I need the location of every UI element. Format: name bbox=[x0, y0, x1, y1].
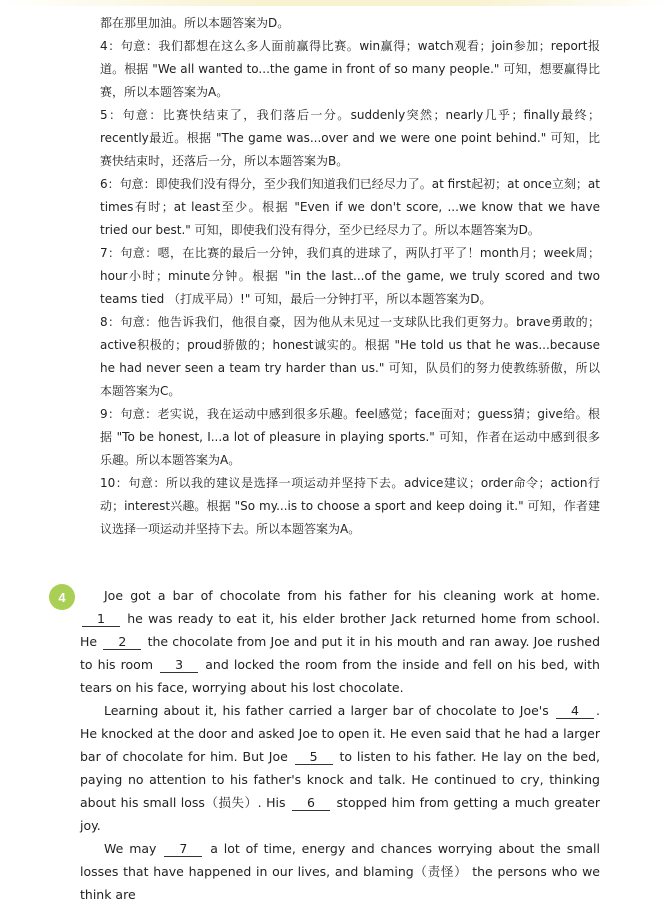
analysis-item-9: 9：句意：老实说，我在运动中感到很多乐趣。feel感觉；face面对；guess猜；give给。根据 "To be honest, I...a lot of pleasure in playing sports." 可知，作者在运动中感到很多乐趣。所以本题答案为A。 bbox=[100, 407, 600, 467]
top-decorative-band bbox=[0, 0, 670, 6]
passage-text: the chocolate from Joe and put it in his mouth and ran away. Joe rushed to his room bbox=[80, 634, 601, 672]
question-number-badge: 4 bbox=[49, 584, 75, 610]
passage-text: he was ready to eat it, his elder brother Jack returned home from school. He bbox=[80, 611, 600, 649]
blank-1: 1 bbox=[82, 612, 120, 627]
passage-text: Joe got a bar of chocolate from his father for his cleaning work at home. bbox=[104, 588, 600, 603]
passage-text: to listen to his father. He lay on the bed, paying no attention to his father's knock and talk. He continued to cry, thinking about his small loss（损失）. His bbox=[80, 749, 600, 810]
passage-paragraph-3 bbox=[80, 837, 600, 906]
analysis-item-4: 4：句意：我们都想在这么多人面前赢得比赛。win赢得；watch观看；join参加；report报道。根据 "We all wanted to...the game in front of so many people." 可知，想要赢得比赛，所以本题答案为A。 bbox=[100, 39, 600, 99]
blank-4: 4 bbox=[556, 704, 594, 719]
analysis-item-8: 8：句意：他告诉我们，他很自豪，因为他从未见过一支球队比我们更努力。brave勇敢的；active积极的；proud骄傲的；honest诚实的。根据 "He told us that he was...because he had never seen a team try harder than us." 可知，队员们的努力使教练骄傲，所以本题答案为C。 bbox=[100, 315, 600, 398]
analysis-item-7: 7：句意：嗯，在比赛的最后一分钟，我们真的进球了，两队打平了！month月；week周；hour小时；minute分钟。根据 "in the last...of the game, we truly scored and two teams tied （打成平局）!" 可知，最后一分钟打平，所以本题答案为D。 bbox=[100, 246, 600, 306]
passage-paragraph-1 bbox=[80, 584, 600, 699]
answer-analysis bbox=[100, 12, 600, 541]
blank-6: 6 bbox=[292, 796, 330, 811]
passage-text: and locked the room from the inside and fell on his bed, with tears on his face, worrying about his lost chocolate. bbox=[80, 657, 600, 695]
passage-text: Learning about it, his father carried a larger bar of chocolate to Joe's bbox=[104, 703, 549, 718]
analysis-item-5: 5：句意：比赛快结束了，我们落后一分。suddenly突然；nearly几乎；finally最终；recently最近。根据 "The game was...over and we were one point behind." 可知，比赛快结束时，还落后一分，所以本题答案为B。 bbox=[100, 108, 600, 168]
cloze-passage bbox=[80, 584, 600, 906]
blank-2: 2 bbox=[103, 635, 141, 650]
passage-paragraph-2 bbox=[80, 699, 600, 837]
passage-text: a lot of time, energy and chances worrying about the small losses that have happened in our lives, and blaming（责怪） the persons who we think are bbox=[80, 841, 601, 902]
analysis-item-3-tail: 都在那里加油。所以本题答案为D。 bbox=[100, 16, 290, 30]
analysis-item-10: 10：句意：所以我的建议是选择一项运动并坚持下去。advice建议；order命令；action行动；interest兴趣。根据 "So my...is to choose a sport and keep doing it." 可知，作者建议选择一项运动并坚持下去。所以本题答案为A。 bbox=[100, 476, 600, 536]
blank-5: 5 bbox=[295, 750, 333, 765]
passage-text: . He knocked at the door and asked Joe to open it. He even said that he had a larger bar of chocolate for him. But Joe bbox=[80, 703, 600, 764]
passage-text: We may bbox=[104, 841, 157, 856]
passage-text: stopped him from getting a much greater joy. bbox=[80, 795, 600, 833]
analysis-item-6: 6：句意：即使我们没有得分，至少我们知道我们已经尽力了。at first起初；at once立刻；at times有时；at least至少。根据 "Even if we don't score, ...we know that we have tried our best." 可知，即使我们没有得分，至少已经尽力了。所以本题答案为D。 bbox=[100, 177, 600, 237]
blank-7: 7 bbox=[164, 842, 202, 857]
blank-3: 3 bbox=[160, 658, 198, 673]
